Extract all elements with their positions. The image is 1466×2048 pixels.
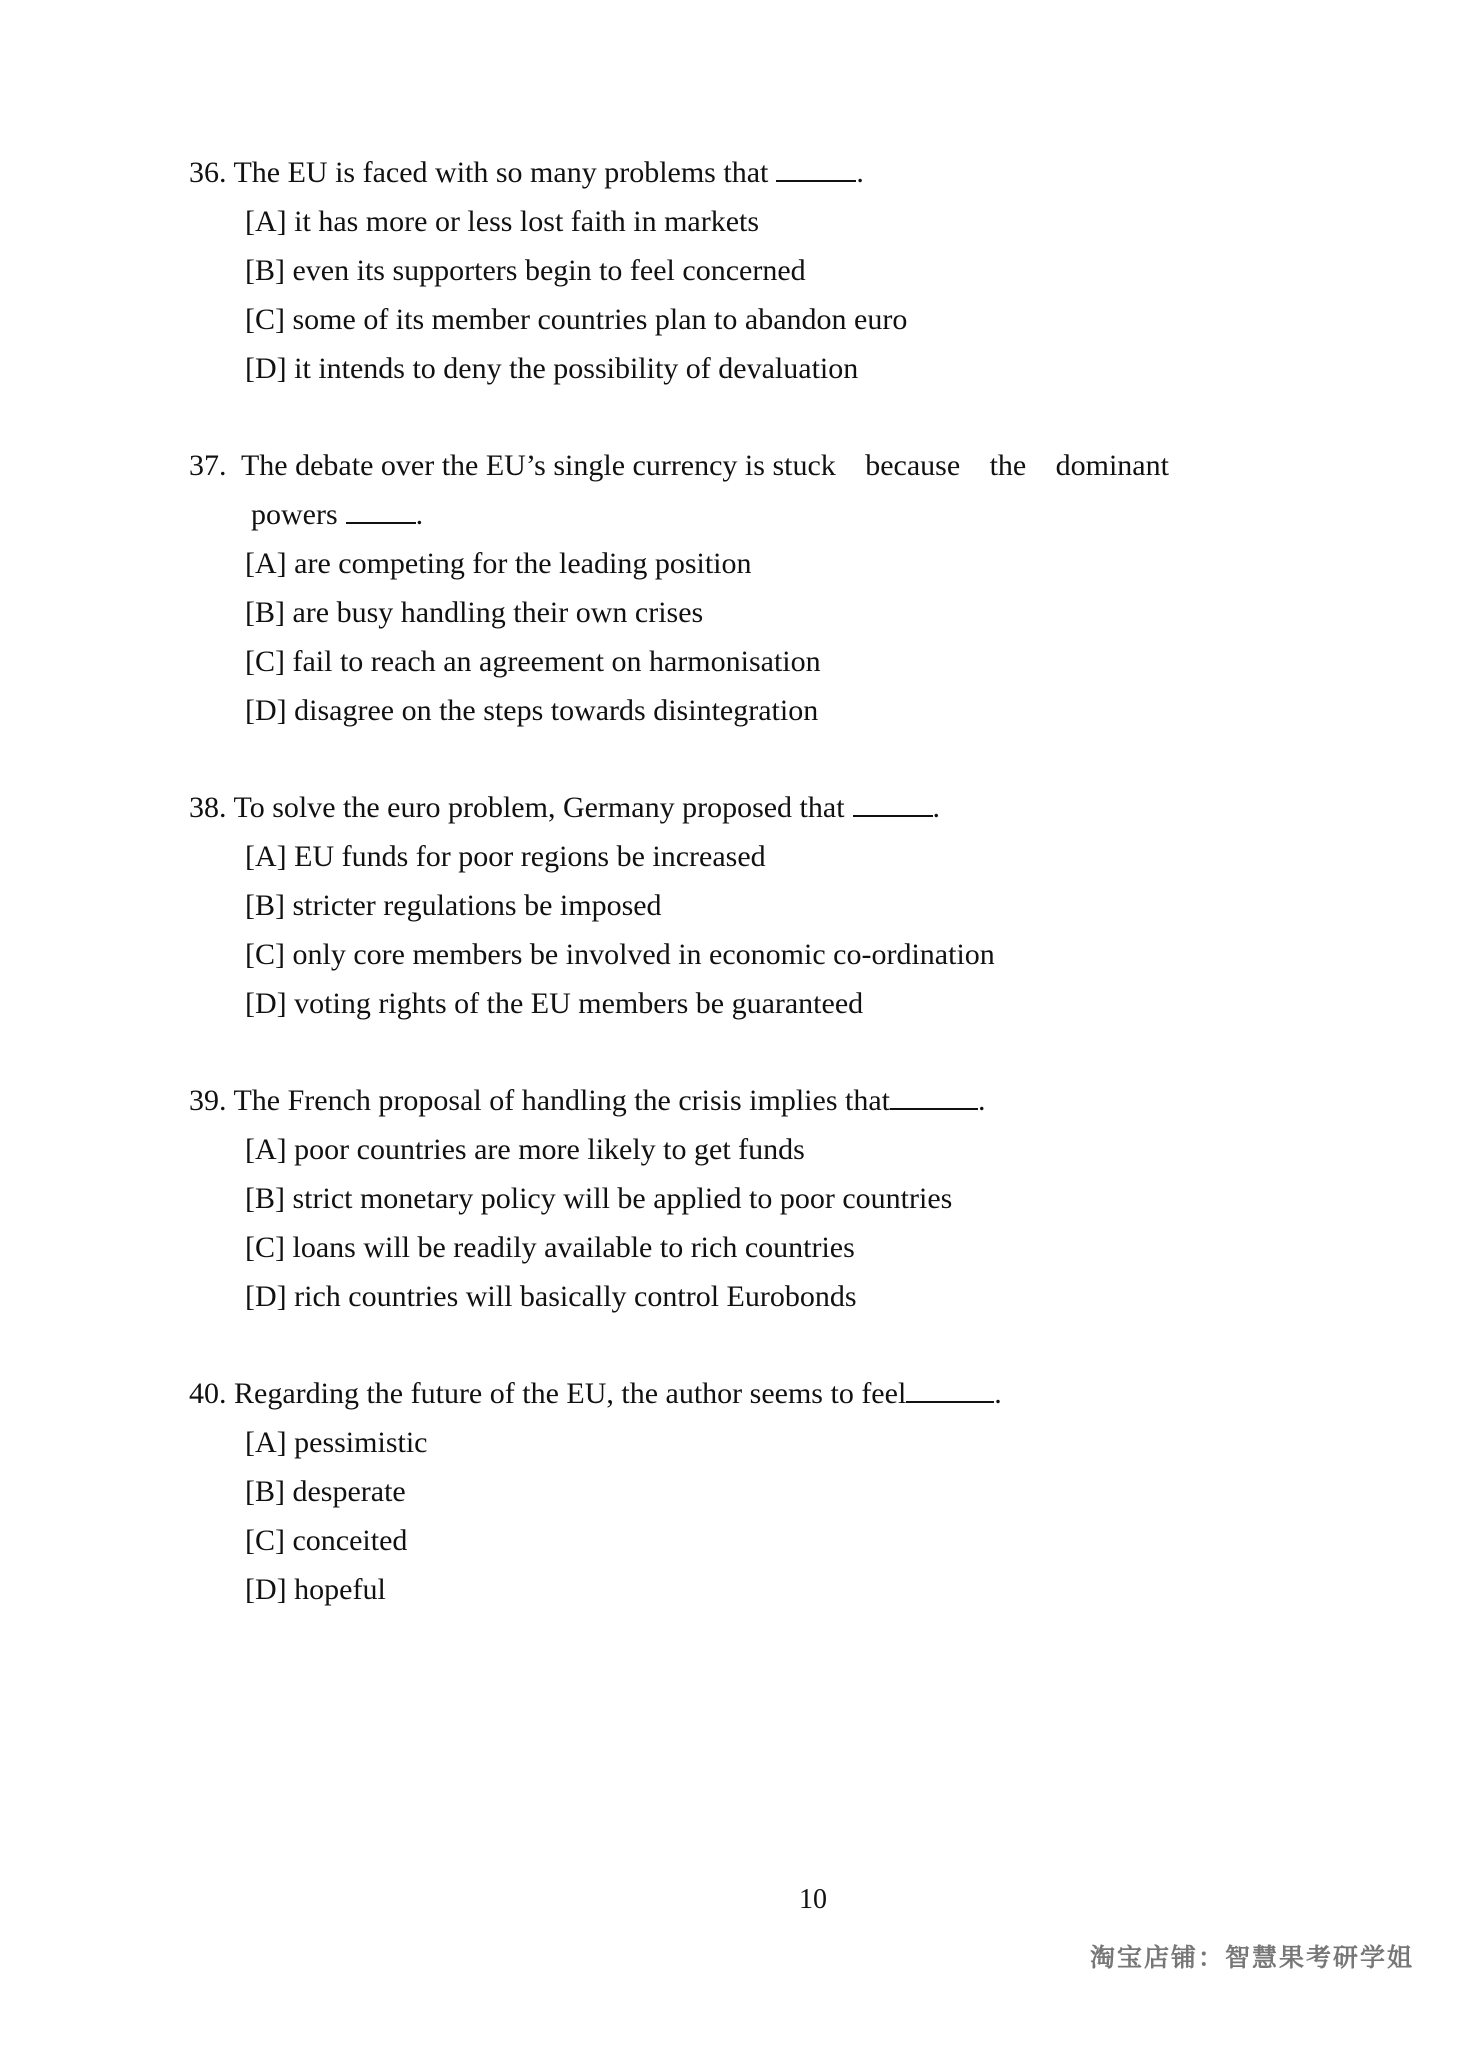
answer-blank	[906, 1379, 994, 1403]
option-list	[189, 1418, 1289, 1614]
option-list	[189, 832, 1289, 1028]
option-a: [A] EU funds for poor regions be increased	[245, 840, 766, 873]
option-b: [B] desperate	[245, 1475, 406, 1508]
question-text: powers	[251, 498, 338, 531]
question-text: dominant	[1055, 449, 1169, 482]
question-38	[189, 783, 1289, 1028]
option-c: [C] loans will be readily available to rich countries	[245, 1231, 855, 1264]
option-list	[189, 197, 1289, 393]
page-number: 10	[799, 1884, 827, 1915]
option-d: [D] hopeful	[245, 1573, 386, 1606]
question-text: The EU is faced with so many problems that	[233, 156, 769, 189]
question-number: 40.	[189, 1377, 227, 1410]
question-number: 38.	[189, 791, 227, 824]
question-number: 39.	[189, 1084, 227, 1117]
option-a: [A] are competing for the leading position	[245, 547, 752, 580]
question-text: because	[865, 449, 961, 482]
option-b: [B] strict monetary policy will be applied to poor countries	[245, 1182, 953, 1215]
question-37	[189, 441, 1289, 735]
question-text: To solve the euro problem, Germany proposed that	[233, 791, 845, 824]
option-b: [B] even its supporters begin to feel concerned	[245, 254, 806, 287]
option-d: [D] disagree on the steps towards disintegration	[245, 694, 819, 727]
question-number: 37.	[189, 449, 227, 482]
option-d: [D] rich countries will basically control Eurobonds	[245, 1280, 857, 1313]
question-text: The debate over the EU’s single currency is stuck	[240, 449, 836, 482]
option-b: [B] are busy handling their own crises	[245, 596, 704, 629]
question-stem: 39. The French proposal of handling the crisis implies that .	[189, 1084, 986, 1117]
question-stem-continued: powers .	[251, 498, 424, 531]
answer-blank	[853, 793, 933, 817]
answer-blank	[346, 500, 416, 524]
option-a: [A] poor countries are more likely to get funds	[245, 1133, 805, 1166]
question-number: 36.	[189, 156, 227, 189]
option-a: [A] it has more or less lost faith in markets	[245, 205, 760, 238]
option-list	[189, 1125, 1289, 1321]
option-a: [A] pessimistic	[245, 1426, 428, 1459]
question-stem: 38. To solve the euro problem, Germany proposed that .	[189, 791, 941, 824]
option-c: [C] fail to reach an agreement on harmonisation	[245, 645, 821, 678]
question-stem: 36. The EU is faced with so many problems that .	[189, 156, 864, 189]
option-d: [D] voting rights of the EU members be guaranteed	[245, 987, 864, 1020]
question-list	[189, 148, 1289, 1662]
option-c: [C] conceited	[245, 1524, 408, 1557]
question-40	[189, 1369, 1289, 1614]
footer-shop-note: 淘宝店铺：智慧果考研学姐	[1089, 1943, 1414, 1972]
question-text: Regarding the future of the EU, the author seems to feel	[234, 1377, 907, 1410]
question-stem: 40. Regarding the future of the EU, the author seems to feel .	[189, 1377, 1002, 1410]
option-d: [D] it intends to deny the possibility of devaluation	[245, 352, 859, 385]
option-b: [B] stricter regulations be imposed	[245, 889, 662, 922]
answer-blank	[890, 1086, 978, 1110]
answer-blank	[776, 158, 856, 182]
question-text: the	[989, 449, 1027, 482]
question-text: The French proposal of handling the crisis implies that	[233, 1084, 890, 1117]
option-c: [C] only core members be involved in economic co-ordination	[245, 938, 995, 971]
question-stem	[189, 441, 1169, 490]
question-36	[189, 148, 1289, 393]
option-c: [C] some of its member countries plan to abandon euro	[245, 303, 908, 336]
question-39	[189, 1076, 1289, 1321]
option-list	[189, 539, 1289, 735]
